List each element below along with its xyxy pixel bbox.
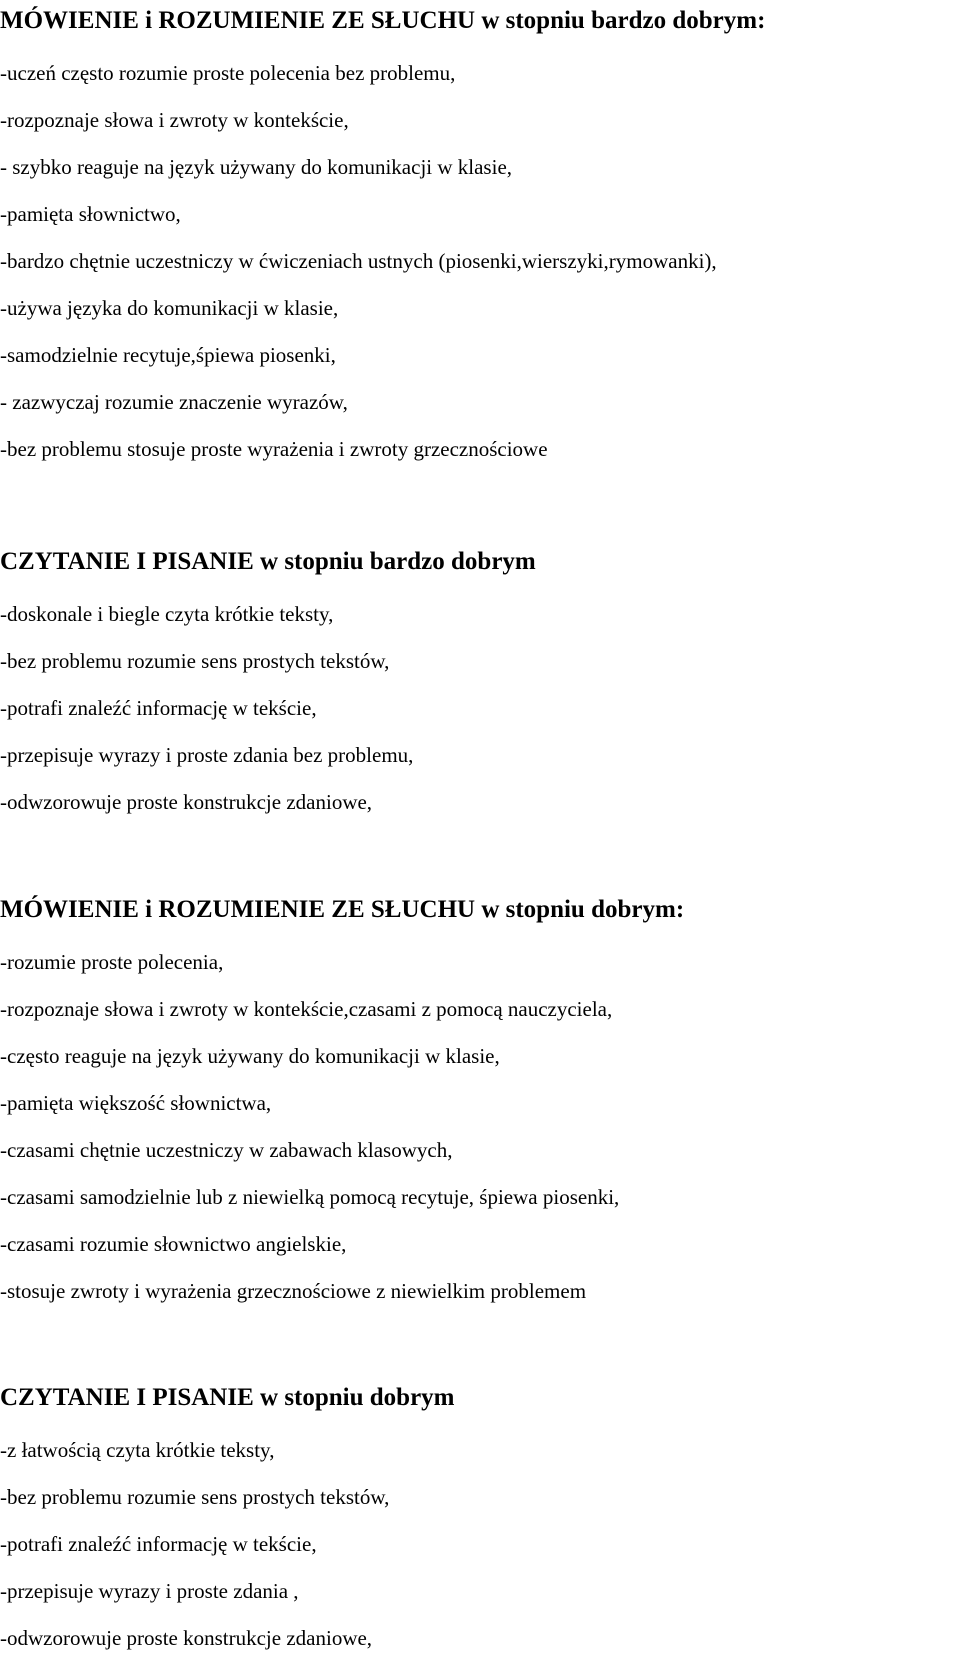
list-item: -pamięta słownictwo, bbox=[0, 202, 181, 226]
section-heading: MÓWIENIE i ROZUMIENIE ZE SŁUCHU w stopniu dobrym: bbox=[0, 896, 685, 923]
section-reading-writing-good bbox=[0, 1383, 960, 1662]
list-item: -czasami samodzielnie lub z niewielką pomocą recytuje, śpiewa piosenki, bbox=[0, 1185, 620, 1209]
list-item: -potrafi znaleźć informację w tekście, bbox=[0, 1532, 317, 1556]
section-heading: MÓWIENIE i ROZUMIENIE ZE SŁUCHU w stopniu bardzo dobrym: bbox=[0, 7, 766, 34]
section-speaking-good bbox=[0, 895, 960, 1315]
list-item: -stosuje zwroty i wyrażenia grzecznościowe z niewielkim problemem bbox=[0, 1279, 587, 1303]
list-item: -potrafi znaleźć informację w tekście, bbox=[0, 696, 317, 720]
list-item: -odwzorowuje proste konstrukcje zdaniowe, bbox=[0, 1626, 373, 1650]
list-item: -czasami rozumie słownictwo angielskie, bbox=[0, 1232, 347, 1256]
list-item: -używa języka do komunikacji w klasie, bbox=[0, 296, 339, 320]
list-item: -czasami chętnie uczestniczy w zabawach klasowych, bbox=[0, 1138, 453, 1162]
list-item: -przepisuje wyrazy i proste zdania bez problemu, bbox=[0, 743, 414, 767]
list-item: -doskonale i biegle czyta krótkie teksty, bbox=[0, 602, 334, 626]
list-item: -rozumie proste polecenia, bbox=[0, 950, 224, 974]
list-item: -bardzo chętnie uczestniczy w ćwiczeniach ustnych (piosenki,wierszyki,rymowanki), bbox=[0, 249, 717, 273]
list-item: -rozpoznaje słowa i zwroty w kontekście,czasami z pomocą nauczyciela, bbox=[0, 997, 613, 1021]
list-item: -bez problemu stosuje proste wyrażenia i zwroty grzecznościowe bbox=[0, 437, 548, 461]
section-speaking-very-good bbox=[0, 6, 960, 473]
list-item: -odwzorowuje proste konstrukcje zdaniowe, bbox=[0, 790, 373, 814]
list-item: -bez problemu rozumie sens prostych tekstów, bbox=[0, 1485, 390, 1509]
list-item: - zazwyczaj rozumie znaczenie wyrazów, bbox=[0, 390, 348, 414]
section-heading: CZYTANIE I PISANIE w stopniu bardzo dobrym bbox=[0, 548, 536, 575]
list-item: - szybko reaguje na język używany do komunikacji w klasie, bbox=[0, 155, 513, 179]
criteria-list bbox=[0, 1427, 960, 1662]
section-heading: CZYTANIE I PISANIE w stopniu dobrym bbox=[0, 1384, 455, 1411]
list-item: -pamięta większość słownictwa, bbox=[0, 1091, 272, 1115]
list-item: -bez problemu rozumie sens prostych tekstów, bbox=[0, 649, 390, 673]
criteria-list bbox=[0, 50, 960, 473]
list-item: -samodzielnie recytuje,śpiewa piosenki, bbox=[0, 343, 336, 367]
list-item: -z łatwością czyta krótkie teksty, bbox=[0, 1438, 275, 1462]
list-item: -uczeń często rozumie proste polecenia bez problemu, bbox=[0, 61, 456, 85]
list-item: -często reaguje na język używany do komunikacji w klasie, bbox=[0, 1044, 500, 1068]
criteria-list bbox=[0, 591, 960, 826]
criteria-list bbox=[0, 939, 960, 1315]
list-item: -przepisuje wyrazy i proste zdania , bbox=[0, 1579, 299, 1603]
section-reading-writing-very-good bbox=[0, 547, 960, 826]
list-item: -rozpoznaje słowa i zwroty w kontekście, bbox=[0, 108, 349, 132]
